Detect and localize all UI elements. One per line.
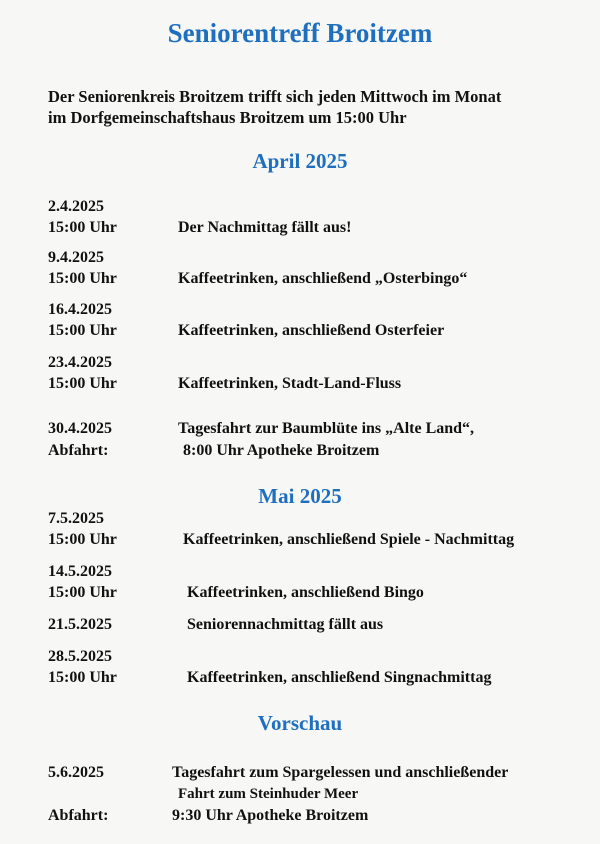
event-time: 15:00 Uhr xyxy=(48,375,117,392)
intro-line: im Dorfgemeinschaftshaus Broitzem um 15:00 Uhr xyxy=(48,108,407,127)
event-text: Kaffeetrinken, anschließend „Osterbingo“ xyxy=(178,270,468,287)
section-heading-vorschau: Vorschau xyxy=(257,711,343,735)
page-title: Seniorentreff Broitzem xyxy=(167,18,433,48)
event-date: 28.5.2025 xyxy=(48,648,112,665)
event-time: 15:00 Uhr xyxy=(48,270,117,287)
event-text: Kaffeetrinken, anschließend Singnachmittag xyxy=(187,669,492,686)
event-time: Abfahrt: xyxy=(48,807,109,824)
intro-line: Der Seniorenkreis Broitzem trifft sich jeden Mittwoch im Monat xyxy=(48,87,502,106)
event-text: Tagesfahrt zur Baumblüte ins „Alte Land“, xyxy=(178,420,475,437)
event-time: 15:00 Uhr xyxy=(48,531,117,548)
event-date: 21.5.2025 xyxy=(48,616,112,633)
event-text: Kaffeetrinken, anschließend Spiele - Nachmittag xyxy=(183,531,515,548)
event-date: 30.4.2025 xyxy=(48,420,112,437)
event-time: 15:00 Uhr xyxy=(48,322,117,339)
section-heading-april: April 2025 xyxy=(252,149,348,173)
event-text: Kaffeetrinken, Stadt-Land-Fluss xyxy=(178,375,402,392)
event-date: 5.6.2025 xyxy=(48,764,104,781)
event-text: Der Nachmittag fällt aus! xyxy=(178,219,352,236)
event-time: Abfahrt: xyxy=(48,442,109,459)
event-text: 9:30 Uhr Apotheke Broitzem xyxy=(172,807,369,824)
event-time: 15:00 Uhr xyxy=(48,219,117,236)
event-date: 9.4.2025 xyxy=(48,249,104,266)
intro-text xyxy=(48,86,588,128)
event-text: Fahrt zum Steinhuder Meer xyxy=(178,786,359,802)
event-date: 23.4.2025 xyxy=(48,354,112,371)
event-text: Kaffeetrinken, anschließend Osterfeier xyxy=(178,322,445,339)
event-text: Seniorennachmittag fällt aus xyxy=(187,616,384,633)
section-heading-mai: Mai 2025 xyxy=(258,484,342,508)
event-time: 15:00 Uhr xyxy=(48,584,117,601)
event-date: 16.4.2025 xyxy=(48,301,112,318)
event-text: Kaffeetrinken, anschließend Bingo xyxy=(187,584,424,601)
event-date: 7.5.2025 xyxy=(48,510,104,527)
event-date: 14.5.2025 xyxy=(48,563,112,580)
event-text: Tagesfahrt zum Spargelessen und anschließender xyxy=(172,764,509,781)
event-date: 2.4.2025 xyxy=(48,198,104,215)
event-text: 8:00 Uhr Apotheke Broitzem xyxy=(183,442,380,459)
event-time: 15:00 Uhr xyxy=(48,669,117,686)
